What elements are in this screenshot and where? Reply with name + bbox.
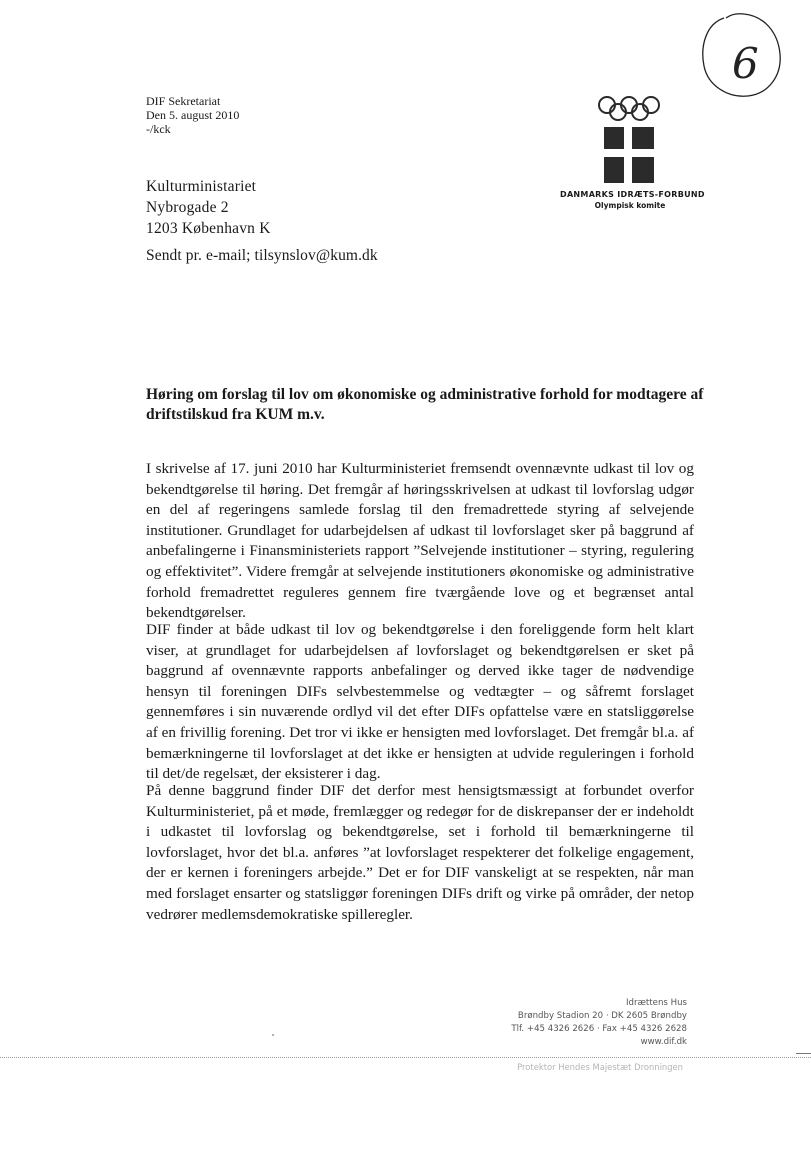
- body-paragraph: I skrivelse af 17. juni 2010 har Kulturministeriet fremsendt ovennævnte udkast til lov og bekendtgørelse til høring. Det fremgår af høringsskrivelsen at udkast til lovforslag udgør en del af regeringens samlede forslag til den fremadrettede styring af selvejende institutioner. Grundlaget for udarbejdelsen af udkast til lovforslaget sker på baggrund af anbefalingerne i Finansministeriets rapport ”Selvejende institutioner – styring, regulering og effektivitet”. Videre fremgår at selvejende institutioners økonomiske og administrative forhold fremadrettet reguleres gennem fire tværgående love og et begrænset antal bekendtgørelser.: [146, 460, 694, 622]
- footer-divider: [0, 1057, 811, 1058]
- margin-mark: [796, 1053, 811, 1054]
- footer-line: Tlf. +45 4326 2626 · Fax +45 4326 2628: [511, 1024, 687, 1034]
- body-paragraph: DIF finder at både udkast til lov og bekendtgørelse i den foreliggende form helt klart viser, at grundlaget for udarbejdelsen af lovforslaget og bekendtgørelsen er sket på baggrund af ovennævnte rapports anbefalinger og derved ikke tager de nødvendige hensyn til foreningen DIFs selvbestemmelse og vedtægter – og såfremt forslaget gennemføres i sin nuværende ordlyd vil det efter DIFs opfattelse være en statsliggørelse af en frivillig forening. Det tror vi ikke er hensigten med lovforslaget. Det fremgår bl.a. af bemærkningerne til lovforslaget at det ikke er hensigten at udvide reguleringen i forhold til det/de regelsæt, der eksisterer i dag.: [146, 621, 694, 783]
- sent-by-email: Sendt pr. e-mail; tilsynslov@kum.dk: [146, 247, 378, 264]
- scan-speck: [272, 1034, 274, 1036]
- handwritten-page-number: [694, 10, 786, 102]
- handwritten-digit: 6: [732, 39, 759, 88]
- sender-line: DIF Sekretariat: [146, 94, 221, 108]
- recipient-street: Nybrogade 2: [146, 199, 229, 216]
- olympic-rings-icon: [597, 95, 661, 121]
- recipient-name: Kulturministariet: [146, 178, 257, 195]
- footer-address: [511, 997, 687, 1049]
- recipient-city: 1203 København K: [146, 220, 271, 237]
- footer-website: www.dif.dk: [640, 1037, 687, 1047]
- footer-line: Idrættens Hus: [625, 998, 687, 1008]
- recipient-address: [146, 176, 271, 239]
- letter-title: Høring om forslag til lov om økonomiske og administrative forhold for modtagere af driftstilskud fra KUM m.v.: [146, 386, 704, 423]
- sender-block: [146, 94, 239, 136]
- letter-date: Den 5. august 2010: [146, 108, 240, 122]
- protector-line: Protektor Hendes Majestæt Dronningen: [517, 1062, 683, 1072]
- body-paragraph: På denne baggrund finder DIF det derfor mest hensigtsmæssigt at forbundet overfor Kulturministeriet, på et møde, fremlægger og redegør for de diskrepanser der er indeholdt i udkastet til lovforslag og bekendtgørelse, set i forhold til bemærkningerne til lovforslaget, hvor det bl.a. anføres ”at lovforslaget respekterer det folkelige engagement, der er kernen i foreningers arbejde.” Det er for DIF vanskeligt at se respekten, når man med forslaget ensarter og statsliggør foreningen DIFs drift og virke på områder, der netop vedrører medlemsdemokratiske spilleregler.: [146, 782, 694, 923]
- org-subtitle: Olympisk komite: [594, 201, 666, 210]
- footer-line: Brøndby Stadion 20 · DK 2605 Brøndby: [517, 1011, 687, 1021]
- org-name: DANMARKS IDRÆTS-FORBUND: [560, 190, 705, 199]
- dannebrog-flag-icon: [604, 127, 654, 183]
- reference: -/kck: [146, 122, 171, 136]
